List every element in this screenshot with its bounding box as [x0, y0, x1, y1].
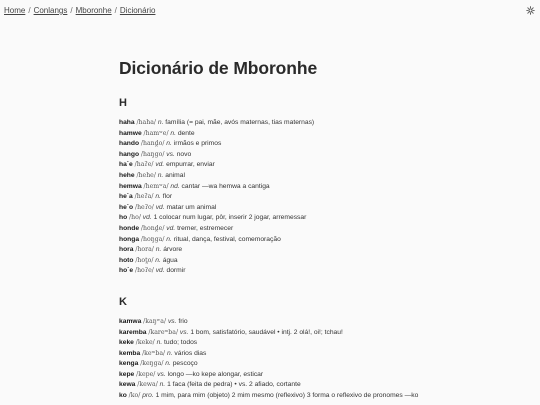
- entry-part-of-speech: n.: [165, 360, 171, 368]
- entry-lemma: honde: [119, 224, 140, 232]
- dictionary-entry: [119, 160, 419, 171]
- dictionary-entry: [119, 391, 419, 402]
- entry-definition: flor: [162, 193, 173, 201]
- entry-pronunciation: /hond̪e/: [140, 224, 165, 232]
- entry-lemma: honga: [119, 235, 140, 243]
- dictionary-entry: [119, 171, 419, 182]
- entry-pronunciation: /ko/: [128, 392, 141, 400]
- entry-part-of-speech: n.: [170, 129, 176, 137]
- entry-pronunciation: /hamʷe/: [143, 129, 169, 137]
- entry-pronunciation: /kareᵐba/: [148, 328, 179, 336]
- entry-pronunciation: /kaŋʷa/: [143, 317, 167, 325]
- dictionary-entry: [119, 203, 419, 214]
- entry-part-of-speech: vd.: [155, 161, 165, 169]
- dictionary-entry: [119, 118, 419, 129]
- breadcrumb-separator: /: [114, 6, 117, 15]
- dictionary-entry: [119, 338, 419, 349]
- page-title: Dicionário de Mboronhe: [119, 58, 318, 78]
- dictionary-entry: [119, 182, 419, 193]
- entry-definition: 1 colocar num lugar, pôr, inserir 2 jogar, arremessar: [153, 214, 307, 222]
- entry-part-of-speech: pro.: [142, 392, 154, 400]
- breadcrumb-home[interactable]: Home: [4, 6, 26, 15]
- section-heading-k: K: [119, 295, 127, 308]
- entry-pronunciation: /keŋga/: [140, 360, 164, 368]
- entry-part-of-speech: n.: [156, 339, 163, 347]
- entry-lemma: karemba: [119, 328, 147, 336]
- entry-pronunciation: /hoŋga/: [140, 235, 165, 243]
- entry-pronunciation: /hora/: [135, 246, 154, 254]
- entry-part-of-speech: vs.: [166, 150, 175, 158]
- entry-definition: vários dias: [174, 349, 207, 357]
- breadcrumb: [4, 6, 155, 15]
- entry-lemma: haha: [119, 119, 135, 126]
- entry-lemma: he`a: [119, 193, 133, 201]
- dictionary-entry: [119, 359, 419, 370]
- dictionary-entry: [119, 235, 419, 246]
- entry-list: [119, 118, 419, 277]
- entry-part-of-speech: vs.: [167, 317, 177, 325]
- entry-lemma: hoto: [119, 256, 134, 264]
- entry-definition: 1 mim, para mim (objeto) 2 mim mesmo (reflexivo) 3 forma o reflexivo de pronomes —ko: [155, 392, 419, 400]
- entry-lemma: hora: [119, 246, 134, 254]
- entry-lemma: hamwe: [119, 129, 142, 137]
- entry-definition: longo —ko kepe alongar, esticar: [167, 370, 264, 378]
- entry-definition: novo: [176, 150, 192, 158]
- entry-part-of-speech: nd.: [170, 182, 180, 190]
- breadcrumb-separator: /: [70, 6, 73, 15]
- entry-lemma: ko: [119, 392, 127, 400]
- entry-definition: animal: [165, 171, 185, 179]
- dictionary-sections: [119, 96, 419, 402]
- entry-part-of-speech: n.: [155, 193, 161, 201]
- entry-definition: ritual, dança, festival, comemoração: [173, 235, 281, 243]
- entry-definition: frio: [178, 317, 188, 325]
- entry-part-of-speech: n.: [166, 140, 172, 148]
- entry-pronunciation: /kepe/: [136, 370, 156, 378]
- entry-lemma: hehe: [119, 171, 135, 179]
- entry-part-of-speech: vd.: [155, 203, 165, 211]
- entry-part-of-speech: vs.: [179, 328, 189, 336]
- entry-pronunciation: /keᵐba/: [142, 349, 166, 357]
- dictionary-entry: [119, 129, 419, 140]
- entry-part-of-speech: vd.: [166, 224, 176, 232]
- dictionary-entry: [119, 224, 419, 235]
- theme-toggle-button[interactable]: [525, 5, 535, 15]
- entry-definition: família (= pai, mãe, avós maternas, tias maternas): [165, 119, 315, 126]
- entry-pronunciation: /haha/: [136, 119, 156, 126]
- entry-lemma: keke: [119, 339, 134, 347]
- entry-lemma: hango: [119, 150, 140, 158]
- entry-definition: tremer, estremecer: [177, 224, 234, 232]
- sun-icon: [526, 6, 535, 15]
- entry-part-of-speech: n.: [159, 381, 166, 389]
- entry-lemma: hemwa: [119, 182, 142, 190]
- entry-lemma: ha`e: [119, 161, 133, 169]
- entry-part-of-speech: n.: [166, 349, 173, 357]
- entry-definition: dormir: [166, 267, 186, 275]
- dictionary-entry: [119, 380, 419, 391]
- entry-lemma: kenga: [119, 360, 139, 368]
- entry-part-of-speech: n.: [155, 246, 162, 254]
- dictionary-entry: [119, 370, 419, 381]
- entry-part-of-speech: vd.: [155, 267, 165, 275]
- top-bar: [4, 5, 536, 19]
- entry-pronunciation: /hand̪o/: [140, 140, 165, 148]
- dictionary-entry: [119, 192, 419, 203]
- dictionary-entry: [119, 266, 419, 277]
- dictionary-entry: [119, 328, 419, 339]
- entry-pronunciation: /heʔo/: [134, 203, 154, 211]
- breadcrumb-dicionario[interactable]: Dicionário: [119, 6, 156, 15]
- entry-definition: pescoço: [172, 360, 198, 368]
- entry-pronunciation: /haŋgo/: [140, 150, 165, 158]
- entry-pronunciation: /ho/: [129, 214, 141, 222]
- entry-pronunciation: /hot̪o/: [135, 256, 154, 264]
- dictionary-entry: [119, 349, 419, 360]
- entry-part-of-speech: n.: [157, 171, 164, 179]
- entry-pronunciation: /hehe/: [136, 171, 156, 179]
- entry-lemma: kewa: [119, 381, 136, 389]
- entry-definition: dente: [177, 129, 195, 137]
- main-content: [119, 56, 419, 402]
- entry-part-of-speech: n.: [166, 235, 172, 243]
- dictionary-entry: [119, 139, 419, 150]
- entry-lemma: kemba: [119, 349, 141, 357]
- entry-pronunciation: /heʔa/: [134, 193, 154, 201]
- entry-definition: matar um animal: [166, 203, 217, 211]
- entry-pronunciation: /hemʷa/: [143, 182, 169, 190]
- entry-lemma: hando: [119, 140, 140, 148]
- dictionary-entry: [119, 317, 419, 328]
- breadcrumb-mboronhe[interactable]: Mboronhe: [75, 6, 112, 15]
- entry-pronunciation: /keke/: [135, 339, 155, 347]
- entry-definition: 1 bom, satisfatório, saudável • intj. 2 olá!, oi!; tchau!: [190, 328, 343, 336]
- breadcrumb-separator: /: [28, 6, 31, 15]
- dictionary-entry: [119, 213, 419, 224]
- entry-definition: água: [162, 256, 178, 264]
- entry-lemma: ho`e: [119, 267, 134, 275]
- dictionary-entry: [119, 256, 419, 267]
- entry-pronunciation: /kewa/: [137, 381, 158, 389]
- breadcrumb-conlangs[interactable]: Conlangs: [33, 6, 68, 15]
- entry-part-of-speech: n.: [155, 256, 161, 264]
- entry-definition: irmãos e primos: [173, 140, 222, 148]
- entry-pronunciation: /hoʔe/: [134, 267, 154, 275]
- entry-lemma: kepe: [119, 370, 135, 378]
- entry-pronunciation: /haʔe/: [134, 161, 154, 169]
- entry-list: [119, 317, 419, 402]
- entry-part-of-speech: vd.: [142, 214, 152, 222]
- entry-definition: 1 faca (feita de pedra) • vs. 2 afiado, cortante: [167, 381, 301, 389]
- entry-definition: cantar —wa hemwa a cantiga: [181, 182, 270, 190]
- entry-lemma: kamwa: [119, 317, 142, 325]
- entry-definition: árvore: [163, 246, 183, 254]
- section-heading-h: H: [119, 97, 127, 109]
- dictionary-entry: [119, 245, 419, 256]
- entry-lemma: he`o: [119, 203, 134, 211]
- entry-definition: tudo; todos: [164, 339, 198, 347]
- dictionary-entry: [119, 150, 419, 161]
- entry-part-of-speech: vs.: [157, 370, 166, 378]
- entry-part-of-speech: n.: [157, 119, 164, 126]
- entry-lemma: ho: [119, 214, 128, 222]
- entry-definition: empurrar, enviar: [166, 161, 215, 169]
